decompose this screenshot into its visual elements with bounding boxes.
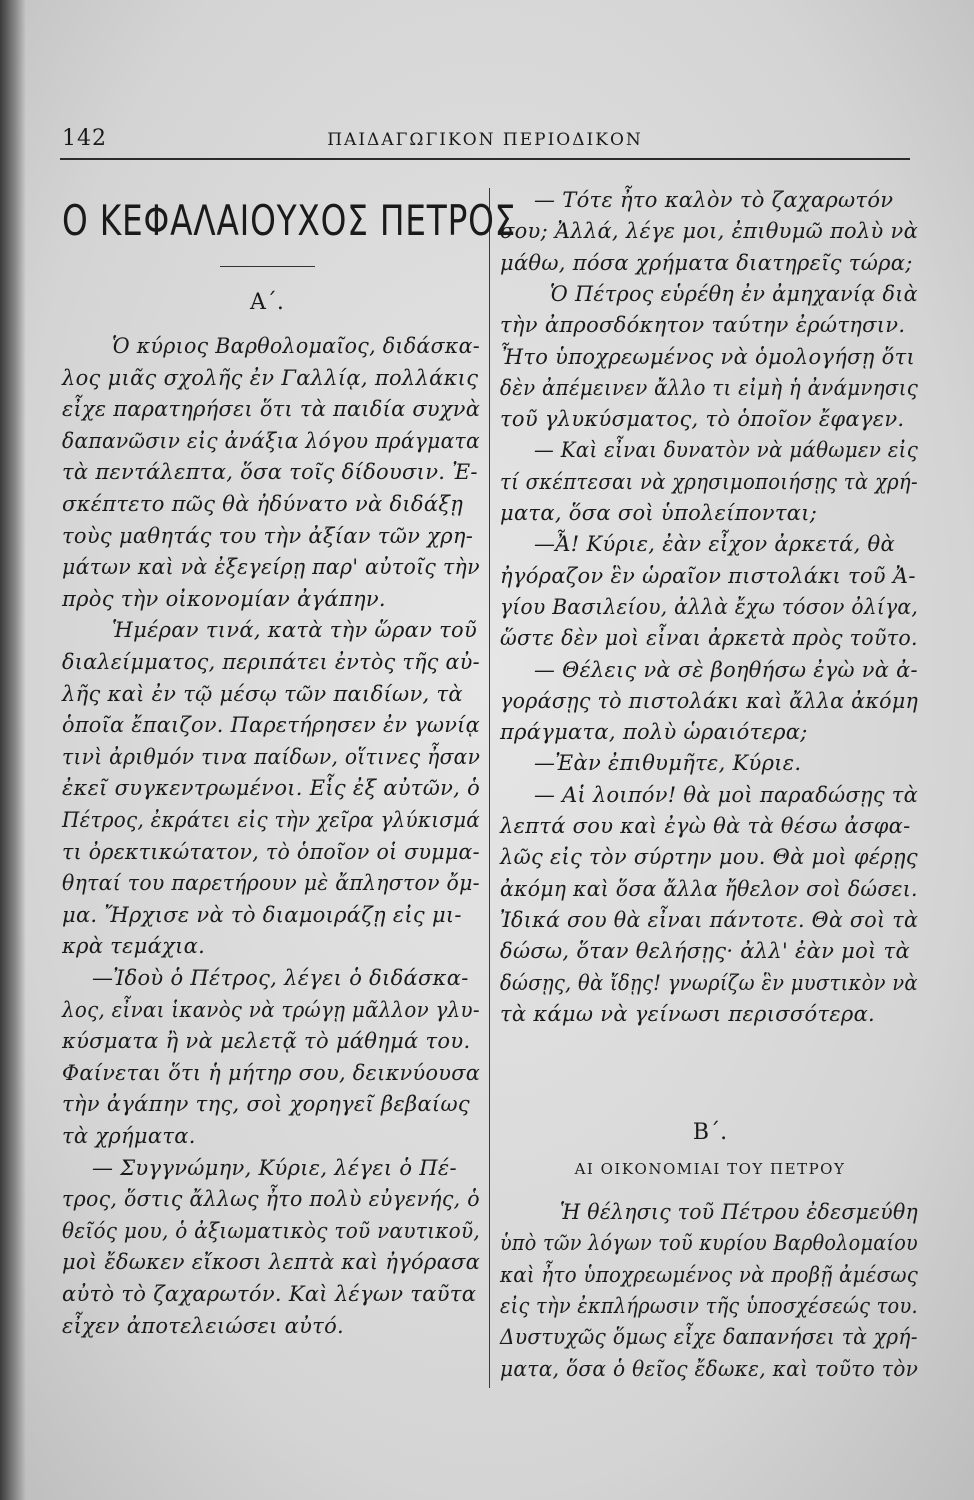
text-line: εἶχεν ἀποτελειώσει αὐτό. [62, 1313, 344, 1338]
section-a-label: Α΄. [250, 290, 284, 315]
text-line: ἠγόραζον ἓν ὡραῖον πιστολάκι τοῦ Ἀ- [500, 563, 916, 588]
text-line: — Τότε ἦτο καλὸν τὸ ζαχαρωτόν [534, 188, 894, 212]
header-rule [60, 158, 910, 160]
text-line: Ἰδικά σου θὰ εἶναι πάντοτε. Θὰ σοὶ τὰ [500, 907, 919, 932]
text-line: εἰς τὴν ἐκπλήρωσιν τῆς ὑποσχέσεώς του. [500, 1293, 918, 1318]
text-line: ἐκεῖ συγκεντρωμένοι. Εἷς ἐξ αὐτῶν, ὁ [62, 776, 481, 801]
text-line: θηταί του παρετήρουν μὲ ἄπληστον ὄμ- [62, 871, 480, 896]
text-line: Φαίνεται ὅτι ἡ μήτηρ σου, δεικνύουσα [62, 1060, 481, 1085]
text-line: δαπανῶσιν εἰς ἀνάξια λόγου πράγματα [62, 428, 480, 453]
text-line: λεπτά σου καὶ ἐγὼ θὰ τὰ θέσω ἀσφα- [500, 814, 911, 838]
text-line: Ὁ κύριος Βαρθολομαῖος, διδάσκα- [112, 334, 481, 358]
text-line: κρὰ τεμάχια. [62, 934, 206, 959]
text-line: μάθω, πόσα χρήματα διατηρεῖς τώρα; [500, 250, 913, 275]
text-line: Ἡ θέλησις τοῦ Πέτρου ἐδεσμεύθη [560, 1200, 919, 1224]
text-line: τὴν ἀπροσδόκητον ταύτην ἐρώτησιν. [500, 313, 906, 338]
text-line: λος, εἶναι ἱκανὸς νὰ τρώγῃ μᾶλλον γλυ- [62, 997, 480, 1022]
text-line: σου; Ἀλλά, λέγε μοι, ἐπιθυμῶ πολὺ νὰ [500, 219, 919, 244]
text-line: Ἡμέραν τινά, κατὰ τὴν ὥραν τοῦ [112, 618, 478, 643]
text-line: τί σκέπτεσαι νὰ χρησιμοποιήσῃς τὰ χρή- [500, 469, 918, 494]
text-line: Πέτρος, ἐκράτει εἰς τὴν χεῖρα γλύκισμά [62, 808, 481, 832]
text-line: —Ἰδοὺ ὁ Πέτρος, λέγει ὁ διδάσκα- [92, 966, 469, 990]
text-line: τινὶ ἀριθμόν τινα παίδων, οἵτινες ἦσαν [62, 744, 481, 769]
text-line: — Καὶ εἶναι δυνατὸν νὰ μάθωμεν εἰς [534, 438, 919, 463]
text-line: σκέπτετο πῶς θὰ ἠδύνατο νὰ διδάξῃ [62, 492, 464, 516]
title-rule [220, 266, 315, 267]
text-line: διαλείμματος, περιπάτει ἐντὸς τῆς αὐ- [62, 650, 480, 674]
page-header [60, 122, 910, 156]
text-line: καὶ ἦτο ὑποχρεωμένος νὰ προβῇ ἀμέσως [500, 1262, 919, 1287]
running-head: ΠΑΙΔΑΓΩΓΙΚΟΝ ΠΕΡΙΟΔΙΚΟΝ [327, 130, 643, 150]
text-line: τοῦ γλυκύσματος, τὸ ὁποῖον ἔφαγεν. [500, 407, 905, 432]
text-line: δώσῃς, θὰ ἴδῃς! γνωρίζω ἓν μυστικὸν νὰ [500, 970, 918, 995]
text-line: — Θέλεις νὰ σὲ βοηθήσω ἐγὼ νὰ ἀ- [534, 657, 918, 682]
text-line: ματα, ὅσα ὁ θεῖος ἔδωκε, καὶ τοῦτο τὸν [500, 1356, 919, 1381]
text-line: δώσω, ὅταν θελήσῃς· ἀλλ' ἐὰν μοὶ τὰ [500, 939, 910, 964]
binding-edge [0, 0, 26, 1500]
text-line: δὲν ἀπέμεινεν ἄλλο τι εἰμὴ ἡ ἀνάμνησις [500, 375, 919, 400]
text-line: τοὺς μαθητάς του τὴν ἀξίαν τῶν χρη- [62, 523, 474, 548]
text-line: Ὁ Πέτρος εὑρέθη ἐν ἀμηχανίᾳ διὰ [550, 281, 918, 306]
text-line: Ἦτο ὑποχρεωμένος νὰ ὁμολογήσῃ ὅτι [500, 344, 916, 369]
article-title: Ο ΚΕΦΑΛΑΙΟΥΧΟΣ ΠΕΤΡΟΣ [62, 196, 517, 245]
text-line: ὥστε δὲν μοὶ εἶναι ἀρκετὰ πρὸς τοῦτο. [500, 626, 918, 651]
text-line: τρος, ὅστις ἄλλως ἦτο πολὺ εὐγενής, ὁ [62, 1187, 480, 1212]
text-line: λῆς καὶ ἐν τῷ μέσῳ τῶν παιδίων, τὰ [62, 681, 463, 706]
column-divider [489, 188, 490, 1388]
text-line: —Ἐὰν ἐπιθυμῆτε, Κύριε. [534, 751, 802, 776]
text-line: — Αἱ λοιπόν! θὰ μοὶ παραδώσῃς τὰ [534, 782, 919, 807]
text-line: κύσματα ἢ νὰ μελετᾷ τὸ μάθημά του. [62, 1029, 471, 1054]
text-line: πρὸς τὴν οἰκονομίαν ἀγάπην. [62, 586, 386, 611]
text-line: τὴν ἀγάπην της, σοὶ χορηγεῖ βεβαίως [62, 1092, 470, 1117]
text-line: ἀκόμη καὶ ὅσα ἄλλα ἤθελον σοὶ δώσει. [500, 876, 918, 901]
section-b-label: Β΄. [692, 1120, 728, 1145]
text-line: εἶχε παρατηρήσει ὅτι τὰ παιδία συχνὰ [62, 397, 481, 422]
text-line: τὰ κάμω νὰ γείνωσι περισσότερα. [500, 1001, 876, 1026]
section-b-subheading: ΑΙ ΟΙΚΟΝΟΜΙΑΙ ΤΟΥ ΠΕΤΡΟΥ [574, 1160, 846, 1178]
text-line: μοὶ ἔδωκεν εἴκοσι λεπτὰ καὶ ἠγόρασα [62, 1250, 481, 1275]
text-line: τι ὀρεκτικώτατον, τὸ ὁποῖον οἱ συμμα- [62, 839, 480, 864]
text-line: τὰ χρήματα. [62, 1124, 196, 1148]
text-line: μα. Ἤρχισε νὰ τὸ διαμοιράζῃ εἰς μι- [62, 902, 462, 927]
text-line: λῶς εἰς τὸν σύρτην μου. Θὰ μοὶ φέρῃς [500, 845, 918, 870]
text-line: θεῖός μου, ὁ ἀξιωματικὸς τοῦ ναυτικοῦ, [62, 1218, 481, 1243]
text-line: ὁποῖα ἔπαιζον. Παρετήρησεν ἐν γωνίᾳ [62, 713, 480, 738]
page-number: 142 [62, 126, 107, 151]
text-line: μάτων καὶ νὰ ἐξεγείρῃ παρ' αὐτοῖς τὴν [62, 555, 480, 580]
text-line: λος μιᾶς σχολῆς ἐν Γαλλίᾳ, πολλάκις [62, 365, 479, 390]
text-line: ὑπὸ τῶν λόγων τοῦ κυρίου Βαρθολομαίου [500, 1231, 918, 1256]
text-line: —Ἆ! Κύριε, ἐὰν εἶχον ἀρκετά, θὰ [534, 532, 895, 557]
text-line: γίου Βασιλείου, ἀλλὰ ἔχω τόσον ὀλίγα, [500, 594, 919, 619]
text-line: Δυστυχῶς ὅμως εἶχε δαπανήσει τὰ χρή- [500, 1325, 918, 1350]
text-line: γοράσῃς τὸ πιστολάκι καὶ ἄλλα ἀκόμη [500, 688, 919, 713]
text-line: αὐτὸ τὸ ζαχαρωτόν. Καὶ λέγων ταῦτα [62, 1282, 477, 1306]
text-line: πράγματα, πολὺ ὡραιότερα; [500, 720, 808, 745]
text-line: τὰ πεντάλεπτα, ὅσα τοῖς δίδουσιν. Ἐ- [62, 460, 478, 485]
text-line: — Συγγνώμην, Κύριε, λέγει ὁ Πέ- [92, 1155, 457, 1180]
text-line: ματα, ὅσα σοὶ ὑπολείπονται; [500, 501, 818, 525]
